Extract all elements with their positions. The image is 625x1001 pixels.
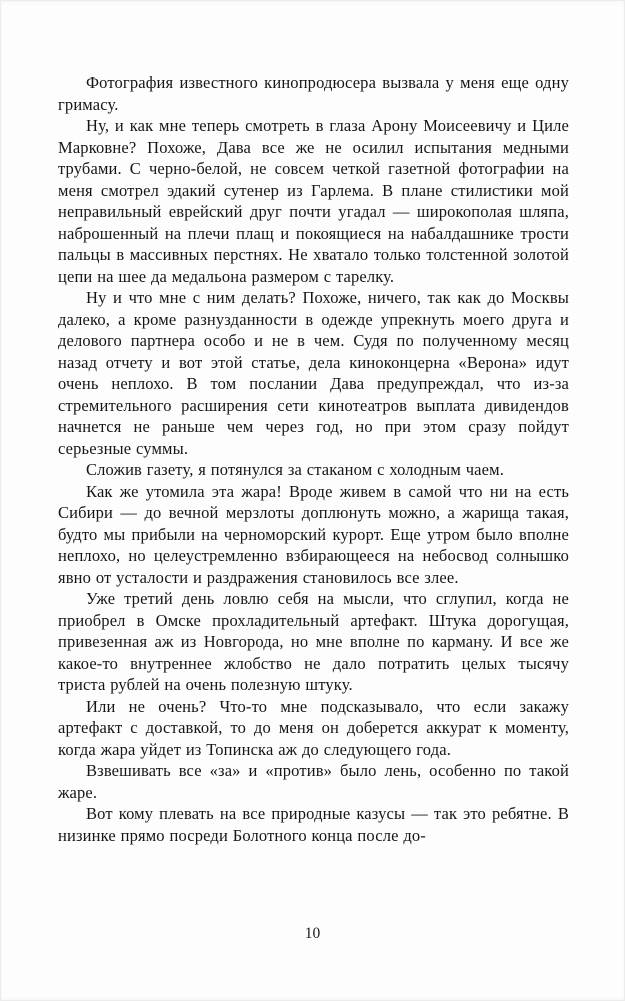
paragraph: Ну, и как мне теперь смотреть в глаза Арону Моисеевичу и Циле Марковне? Похоже, Дава все же не осилил испытания медными трубами. С черно-белой, не совсем четкой газетной фотографии на меня смотрел эдакий сутенер из Гарлема. В плане стилистики мой неправильный еврейский друг почти угадал — широкополая шляпа, наброшенный на плечи плащ и покоящиеся на набалдашнике трости пальцы в массивных перстнях. Не хватало только толстенной золотой цепи на шее да медальона размером с тарелку. xyxy=(58,116,569,286)
page-text xyxy=(58,72,569,846)
paragraph: Или не очень? Что-то мне подсказывало, что если закажу артефакт с доставкой, то до меня он доберется аккурат к моменту, когда жара уйдет из Топинска аж до следующего года. xyxy=(58,696,569,759)
paragraph: Фотография известного кинопродюсера вызвала у меня еще одну гримасу. xyxy=(58,73,569,114)
paragraph: Сложив газету, я потянулся за стаканом с холодным чаем. xyxy=(86,460,504,479)
paragraph: Вот кому плевать на все природные казусы — так это ребятне. В низинке прямо посреди Болотного конца после до- xyxy=(58,804,569,845)
page-number: 10 xyxy=(304,925,321,942)
paragraph: Как же утомила эта жара! Вроде живем в самой что ни на есть Сибири — до вечной мерзлоты доплюнуть можно, а жарища такая, будто мы прибыли на черноморский курорт. Еще утром было вполне неплохо, но целеустремленно взбирающееся на небосвод солнышко явно от усталости и раздражения становилось все злее. xyxy=(58,481,569,587)
paragraph: Ну и что мне с ним делать? Похоже, ничего, так как до Москвы далеко, а кроме разнузданности в одежде упрекнуть моего друга и делового партнера особо и не в чем. Судя по полученному месяц назад отчету и вот этой статье, дела киноконцерна «Верона» идут очень неплохо. В том послании Дава предупреждал, что из-за стремительного расширения сети кинотеатров выплата дивидендов начнется не раньше чем через год, но при этом сразу пойдут серьезные суммы. xyxy=(58,288,569,458)
paragraph: Уже третий день ловлю себя на мысли, что сглупил, когда не приобрел в Омске прохладительный артефакт. Штука дорогущая, привезенная аж из Новгорода, но мне вполне по карману. И все же какое-то внутреннее жлобство не дало потратить целых тысячу триста рублей на очень полезную штуку. xyxy=(58,589,569,694)
paragraph: Взвешивать все «за» и «против» было лень, особенно по такой жаре. xyxy=(58,761,569,802)
